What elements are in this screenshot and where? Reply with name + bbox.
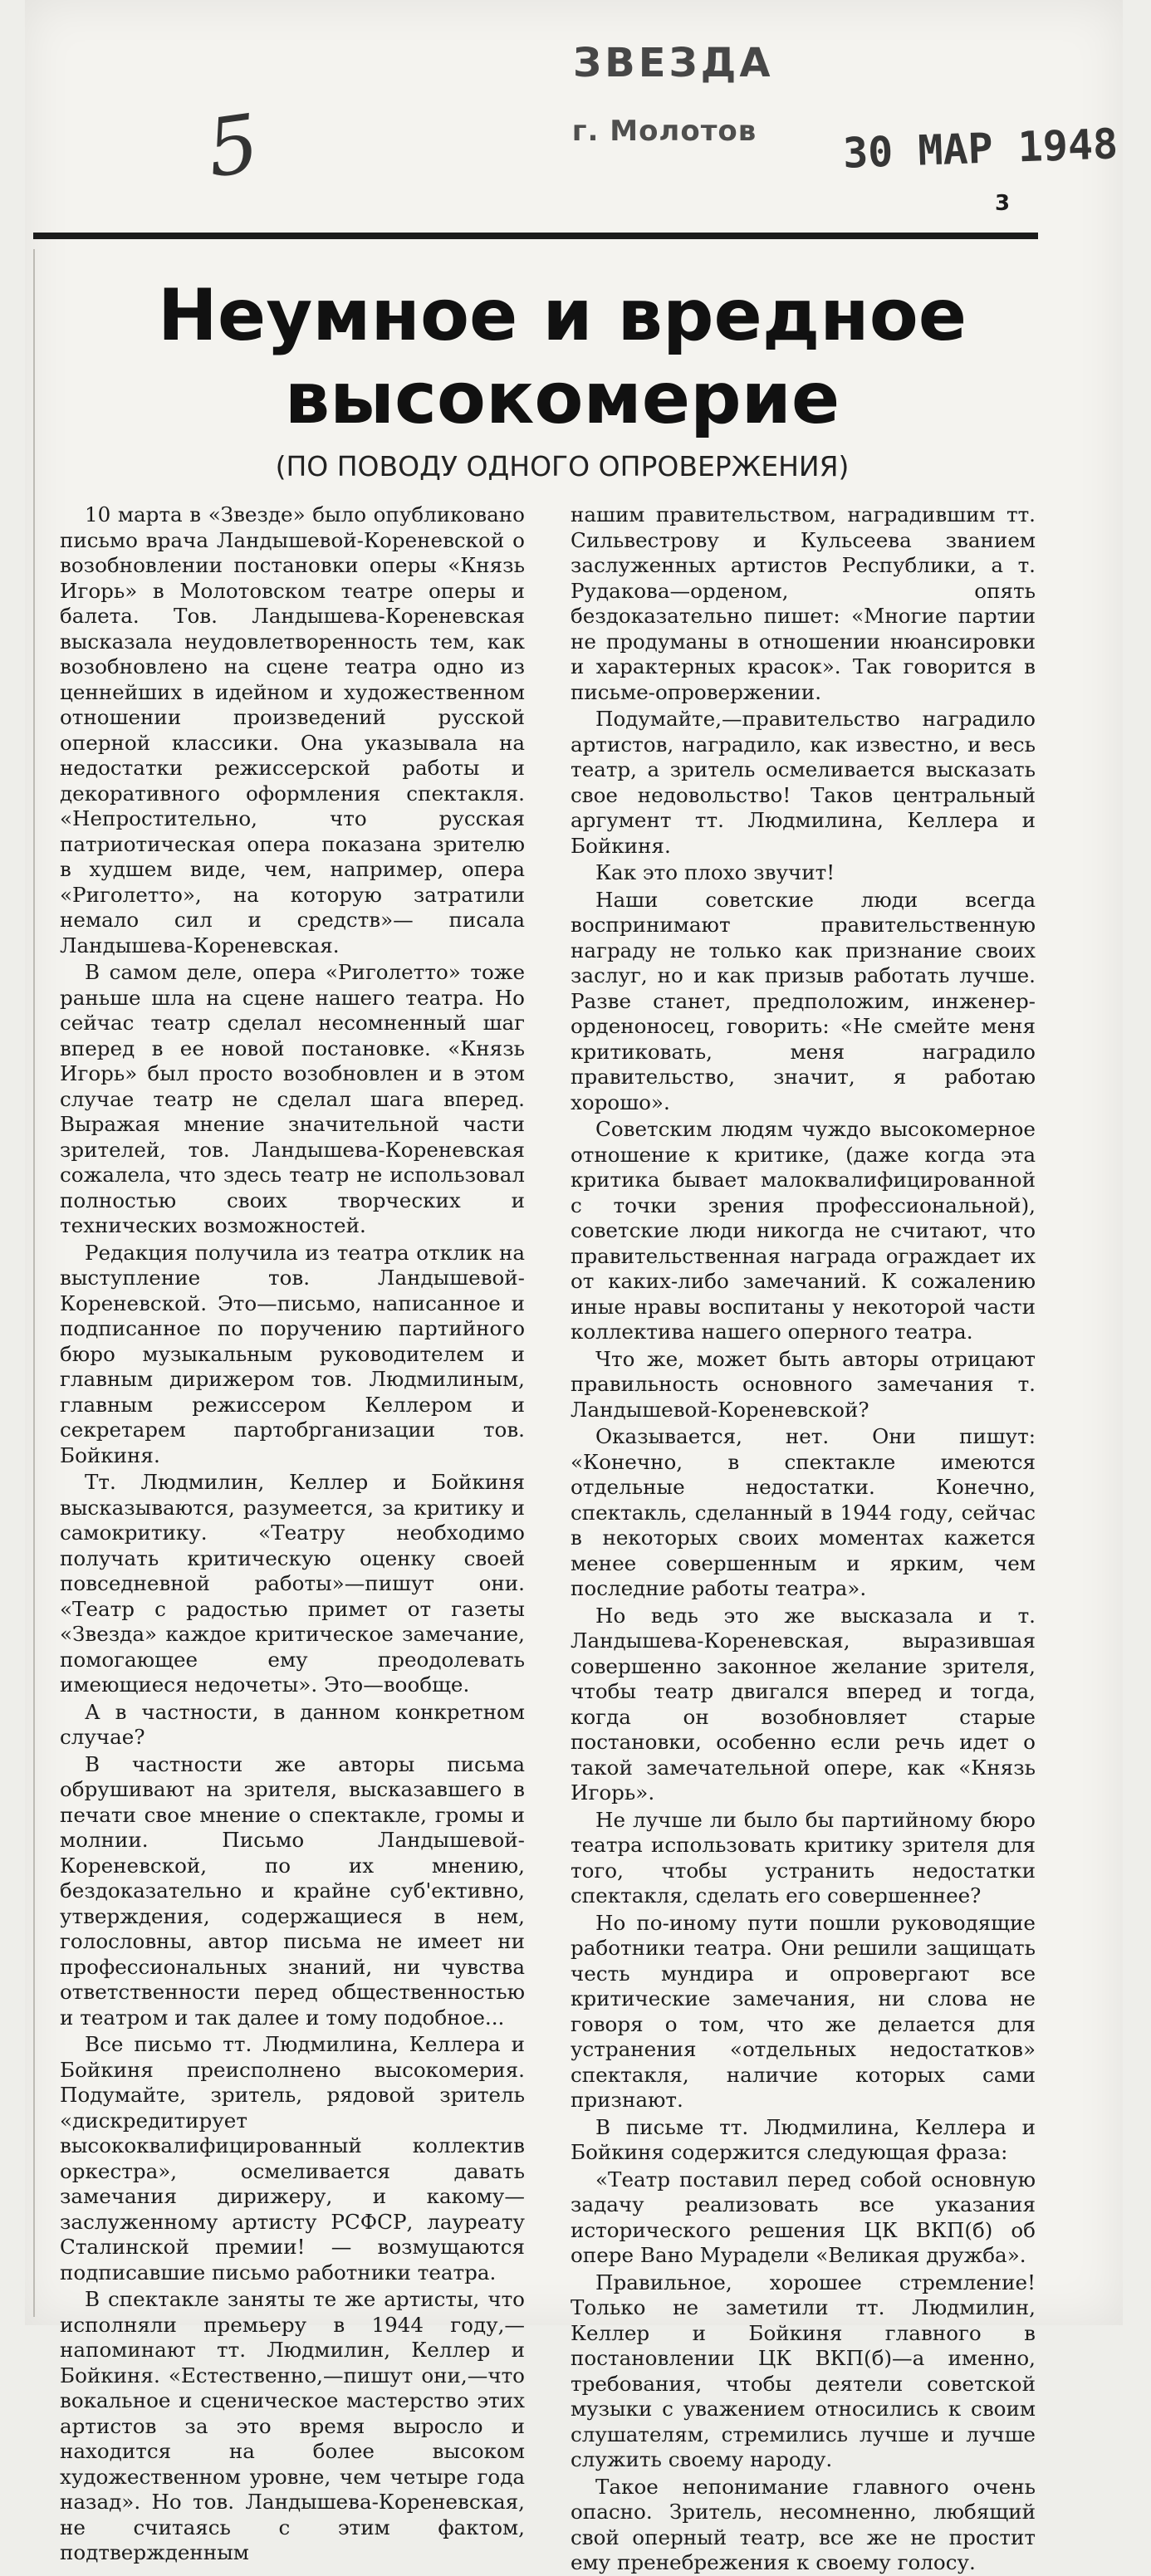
paragraph: Оказывается, нет. Они пишут: «Конечно, в спектакле имеются отдельные недостатки. Конечно, спектакль, сделанный в 1944 году, сейчас в некоторых своих моментах кажется менее совершенным и ярким, чем последние работы театра». [571,1424,1036,1600]
paragraph: Правильное, хорошее стремление! Только не заметили тт. Людмилин, Келлер и Бойкиня главного в постановлении ЦК ВКП(б)—а именно, требования, чтобы деятели советской музыки с уважением относились к своим слушателям, стремились лучше и лучше служить своему народу. [571,2270,1036,2471]
paragraph: А в частности, в данном конкретном случае? [60,1699,525,1749]
paragraph: Но ведь это же высказала и т. Ландышева-Кореневская, выразившая совершенно законное желание зрителя, чтобы театр двигался вперед и тогда, когда он возобновляет старые постановки, особенно если речь идет о такой замечательной опере, как «Князь Игорь». [571,1603,1036,1805]
article-title-line-2: высокомерие [284,357,840,440]
article-column-left [60,502,525,2564]
paragraph: Не лучше ли было бы партийному бюро театра использовать критику зрителя для того, чтобы устранить недостатки спектакля, сделать его совершеннее? [571,1807,1036,1908]
paragraph: Редакция получила из театра отклик на выступление тов. Ландышевой-Кореневской. Это—письмо, написанное и подписанное по поручению партийного бюро музыкальным руководителем и главным дирижером тов. Людмилиным, главным режиссером Келлером и секретарем партобрганизации тов. Бойкиня. [60,1240,525,1467]
paragraph: Все письмо тт. Людмилина, Келлера и Бойкиня преисполнено высокомерия. Подумайте, зритель, рядовой зритель «дискредитирует высококвалифицированный коллектив оркестра», осмеливается давать замечания дирижеру, и какому—заслуженному артисту РСФСР, лауреату Сталинской премии! — возмущаются подписавшие письмо работники театра. [60,2032,525,2285]
paragraph: нашим правительством, наградившим тт. Сильвестрову и Кульсеева званием заслуженных артистов Республики, а т. Рудакова—орденом, опять бездоказательно пишет: «Многие партии не продуманы в отношении нюансировки и характерных красок». Так говорится в письме-опровержении. [571,502,1036,704]
paragraph: В самом деле, опера «Риголетто» тоже раньше шла на сцене нашего театра. Но сейчас театр сделал несомненный шаг вперед в ее новой постановке. «Князь Игорь» был просто возобновлен и в этом случае театр не сделал шага вперед. Выражая мнение значительной части зрителей, тов. Ландышева-Кореневская сожалела, что здесь театр не использовал полностью своих творческих и технических возможностей. [60,960,525,1237]
article-title [35,274,1090,440]
stamp-newspaper-name: ЗВЕЗДА [573,40,774,86]
paragraph: Подумайте,—правительство наградило артистов, наградило, как известно, и весь театр, а зритель осмеливается высказать свое недовольство! Таков центральный аргумент тт. Людмилина, Келлера и Бойкиня. [571,707,1036,858]
article [33,249,1090,2574]
stamp-date: 30 МАР 1948 [842,120,1119,178]
paragraph: 10 марта в «Звезде» было опубликовано письмо врача Ландышевой-Кореневской о возобновлении постановки оперы «Князь Игорь» в Молотовском театре оперы и балета. Тов. Ландышева-Кореневская высказала неудовлетворенность тем, как возобновлено на сцене театра одно из ценнейших в идейном и художественном отношении произведений русской оперной классики. Она указывала на недостатки режиссерской работы и декоративного оформления спектакля. «Непростительно, что русская патриотическая опера показана зрителю в худшем виде, чем, например, опера «Риголетто», на которую затратили немало сил и средств»— писала Ландышева-Кореневская. [60,502,525,957]
article-column-right [571,502,1036,2574]
paragraph: Тт. Людмилин, Келлер и Бойкиня высказываются, разумеется, за критику и самокритику. «Театру необходимо получать критическую оценку своей повседневной работы»—пишут они. «Театр с радостью примет от газеты «Звезда» каждое критическое замечание, помогающее ему преодолевать имеющиеся недочеты». Это—вообще. [60,1470,525,1697]
article-subtitle: (ПО ПОВОДУ ОДНОГО ОПРОВЕРЖЕНИЯ) [275,450,850,482]
paragraph: В спектакле заняты те же артисты, что исполняли премьеру в 1944 году,—напоминают тт. Людмилин, Келлер и Бойкиня. «Естественно,—пишут они,—что вокальное и сценическое мастерство этих артистов за это время выросло и находится на более высоком художественном уровне, чем четыре года назад». Но тов. Ландышева-Кореневская, не считаясь с этим фактом, подтвержденным [60,2287,525,2564]
paragraph: Такое непонимание главного очень опасно. Зритель, несомненно, любящий свой оперный театр, все же не простит ему пренебрежения к своему голосу. [571,2474,1036,2574]
paragraph: Что же, может быть авторы отрицают правильность основного замечания т. Ландышевой-Кореневской? [571,1346,1036,1422]
paragraph: Советским людям чуждо высокомерное отношение к критике, (даже когда эта критика бывает малоквалифицированной с точки зрения профессиональной), советские люди никогда не считают, что правительственная награда ограждает их от каких-либо замечаний. К сожалению иные нравы воспитаны у некоторой части коллектива нашего оперного театра. [571,1117,1036,1344]
paragraph: В частности же авторы письма обрушивают на зрителя, высказавшего в печати свое мнение о спектакле, громы и молнии. Письмо Ландышевой-Кореневской, по их мнению, бездоказательно и крайне суб'ективно, утверждения, содержащиеся в нем, голословны, автор письма не имеет ни профессиональных знаний, ни чувства ответственности перед общественностью и театром и так далее и тому подобное... [60,1751,525,2030]
handwritten-mark: 5 [201,96,265,196]
paragraph: Как это плохо звучит! [595,860,835,884]
article-title-line-1: Неумное и вредное [157,274,967,357]
page-number: 3 [995,191,1011,216]
header-rule [33,233,1038,239]
stamp-city: г. Молотов [571,115,757,148]
paragraph: В письме тт. Людмилина, Келлера и Бойкиня содержится следующая фраза: [571,2114,1036,2164]
paragraph: Но по-иному пути пошли руководящие работники театра. Они решили защищать честь мундира и опровергают все критические замечания, ни слова не говоря о том, что же делается для устранения «отдельных недостатков» спектакля, наличие которых сами признают. [571,1910,1036,2112]
paragraph: Наши советские люди всегда воспринимают правительственную награду не только как признание своих заслуг, но и как призыв работать лучше. Разве станет, предположим, инженер-орденоносец, говорить: «Не смейте меня критиковать, меня наградило правительство, значит, я работаю хорошо». [571,887,1036,1114]
paragraph-quote: «Театр поставил перед собой основную задачу реализовать все указания исторического решения ЦК ВКП(б) об опере Вано Мурадели «Великая дружба». [571,2167,1036,2267]
